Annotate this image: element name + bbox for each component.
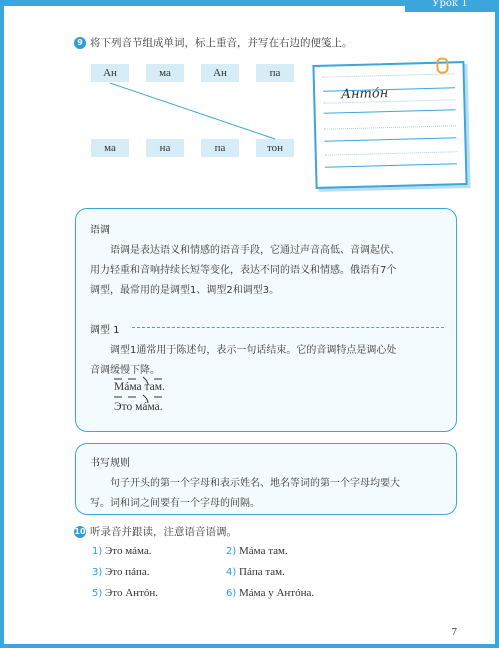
ik1-title: 调型 1	[90, 325, 120, 336]
item-number: 4)	[226, 567, 237, 578]
syllable-card[interactable]: ма	[146, 64, 184, 82]
exercise-10-text: 听录音并跟读，注意语音语调。	[90, 526, 237, 538]
writing-rules-line: 写。词和词之间要有一个字母的间隔。	[90, 498, 260, 509]
syllable-card[interactable]: ма	[91, 139, 129, 157]
exercise-10-item	[92, 587, 158, 599]
item-text: Это Антóн.	[105, 587, 158, 599]
exercise-10-item	[226, 545, 288, 557]
lesson-tab: Урок 1	[405, 0, 495, 12]
paperclip-icon	[436, 57, 448, 73]
exercise-9-text: 将下列音节组成单词，标上重音，并写在右边的便笺上。	[90, 37, 353, 49]
ik1-paragraph-line: 调型1通常用于陈述句，表示一句话结束。它的音调特点是调心处	[110, 345, 397, 356]
syllable-card[interactable]: тон	[256, 139, 294, 157]
writing-rules-line: 句子开头的第一个字母和表示姓名、地名等词的第一个字母均要大	[110, 478, 400, 489]
note-line	[324, 125, 456, 129]
item-text: Это мáма.	[105, 545, 152, 557]
item-number: 1)	[92, 546, 103, 557]
writing-rules-title: 书写规则	[90, 458, 130, 469]
ik1-divider	[132, 327, 444, 328]
writing-rules-box	[75, 443, 457, 515]
intonation-box	[75, 208, 457, 432]
intonation-paragraph-line: 用力轻重和音响持续长短等变化，表达不同的语义和情感。俄语有7个	[90, 265, 397, 276]
syllable-card[interactable]: па	[201, 139, 239, 157]
exercise-10-item	[226, 587, 314, 599]
exercise-10-item	[226, 566, 285, 578]
syllable-card[interactable]: па	[256, 64, 294, 82]
ik1-example: Мáма там.	[114, 381, 165, 393]
sticky-note	[312, 61, 467, 189]
item-text: Мáма там.	[239, 545, 288, 557]
exercise-10-instruction	[74, 524, 237, 539]
note-line	[325, 163, 457, 167]
intonation-paragraph-line: 语调是表达语义和情感的语音手段，它通过声音高低、音调起伏、	[110, 245, 400, 256]
note-line	[323, 73, 455, 77]
syllable-card[interactable]: Ан	[201, 64, 239, 82]
note-line	[325, 151, 457, 155]
item-number: 5)	[92, 588, 103, 599]
item-number: 3)	[92, 567, 103, 578]
item-number: 6)	[226, 588, 237, 599]
item-text: Пáпа там.	[239, 566, 285, 578]
intonation-paragraph-line: 调型，最常用的是调型1、调型2和调型3。	[90, 285, 280, 296]
intonation-title: 语调	[90, 225, 110, 236]
note-line	[324, 137, 456, 141]
ik1-paragraph-line: 音调缓慢下降。	[90, 365, 160, 376]
item-text: Это пáпа.	[105, 566, 150, 578]
exercise-10-item	[92, 545, 152, 557]
syllable-card[interactable]: Ан	[91, 64, 129, 82]
item-text: Мáма у Антóна.	[239, 587, 315, 599]
note-written-word: Антóн	[340, 86, 389, 103]
exercise-9-number: 9	[74, 37, 86, 49]
ik1-example: Это мáма.	[114, 401, 163, 413]
exercise-10-number: 10	[74, 527, 86, 536]
exercise-10-item	[92, 566, 149, 578]
note-line	[324, 109, 456, 113]
syllable-card[interactable]: на	[146, 139, 184, 157]
item-number: 2)	[226, 546, 237, 557]
page-number: 7	[451, 626, 457, 638]
